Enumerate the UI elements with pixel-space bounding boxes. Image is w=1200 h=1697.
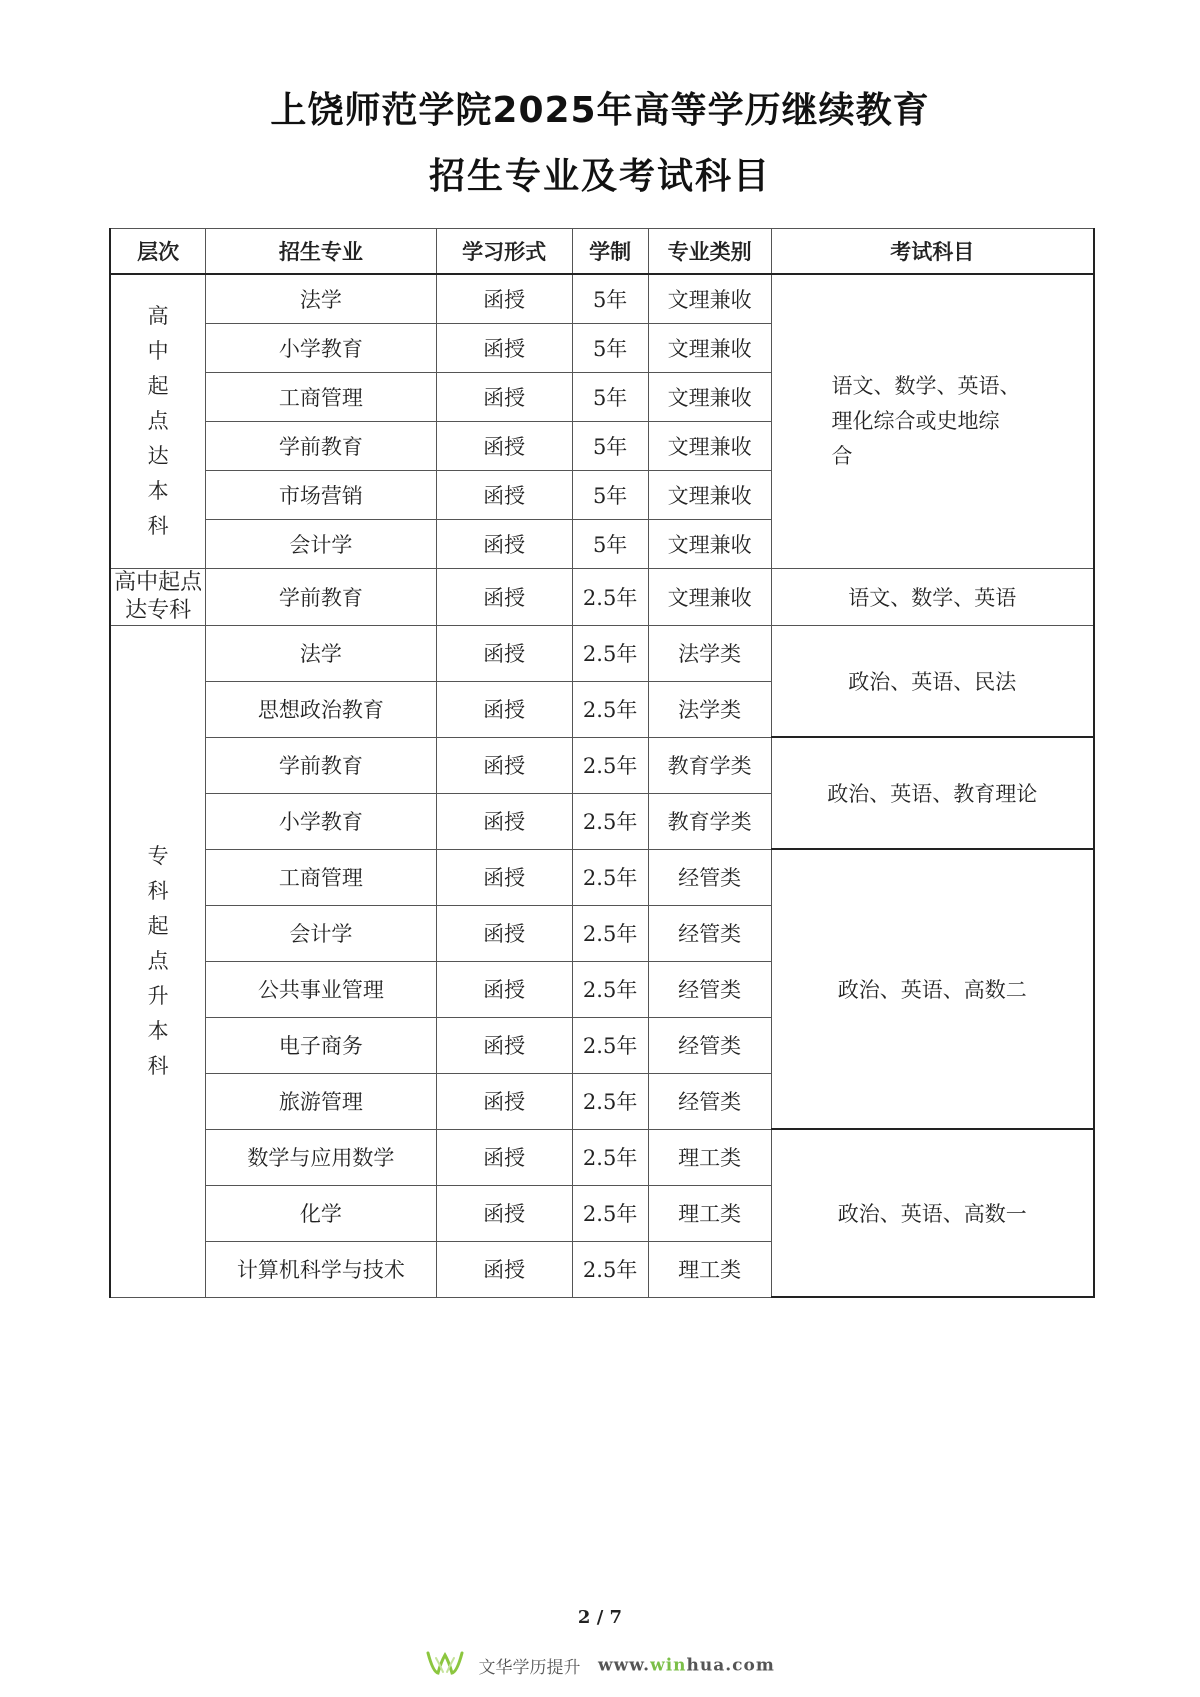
study-form-cell: 函授 xyxy=(436,372,572,421)
duration-cell: 5年 xyxy=(572,323,648,372)
major-cell: 公共事业管理 xyxy=(206,961,437,1017)
category-cell: 文理兼收 xyxy=(648,323,771,372)
major-cell: 小学教育 xyxy=(206,793,437,849)
duration-cell: 5年 xyxy=(572,421,648,470)
exam-subjects-cell: 政治、英语、民法 xyxy=(771,625,1094,737)
duration-cell: 2.5年 xyxy=(572,681,648,737)
page-number: 2 / 7 xyxy=(577,1607,623,1628)
table-row xyxy=(110,737,1094,793)
duration-cell: 2.5年 xyxy=(572,1241,648,1297)
category-cell: 理工类 xyxy=(648,1129,771,1185)
major-cell: 化学 xyxy=(206,1185,437,1241)
major-cell: 学前教育 xyxy=(206,737,437,793)
duration-cell: 2.5年 xyxy=(572,905,648,961)
table-row xyxy=(110,274,1094,323)
winhua-logo-icon xyxy=(425,1650,465,1681)
footer-brand: 文华学历提升 xyxy=(478,1658,581,1678)
header-category: 专业类别 xyxy=(648,229,771,275)
level-cell-associate-to-bachelor: 专 科 起 点 升 本 科 xyxy=(110,625,206,1297)
duration-cell: 2.5年 xyxy=(572,1017,648,1073)
table-row xyxy=(110,849,1094,905)
major-cell: 思想政治教育 xyxy=(206,681,437,737)
study-form-cell: 函授 xyxy=(436,1185,572,1241)
category-cell: 经管类 xyxy=(648,849,771,905)
exam-subjects-cell: 政治、英语、教育理论 xyxy=(771,737,1094,849)
duration-cell: 2.5年 xyxy=(572,1073,648,1129)
table-row xyxy=(110,1129,1094,1185)
exam-subjects-cell: 政治、英语、高数一 xyxy=(771,1129,1094,1297)
header-study-form: 学习形式 xyxy=(436,229,572,275)
table-row xyxy=(110,625,1094,681)
study-form-cell: 函授 xyxy=(436,737,572,793)
duration-cell: 5年 xyxy=(572,274,648,323)
study-form-cell: 函授 xyxy=(436,681,572,737)
category-cell: 文理兼收 xyxy=(648,519,771,568)
study-form-cell: 函授 xyxy=(436,519,572,568)
category-cell: 文理兼收 xyxy=(648,568,771,625)
category-cell: 法学类 xyxy=(648,681,771,737)
duration-cell: 2.5年 xyxy=(572,849,648,905)
study-form-cell: 函授 xyxy=(436,961,572,1017)
major-cell: 学前教育 xyxy=(206,568,437,625)
exam-subjects-cell: 语文、数学、英语 xyxy=(771,568,1094,625)
study-form-cell: 函授 xyxy=(436,421,572,470)
study-form-cell: 函授 xyxy=(436,1017,572,1073)
enrollment-table xyxy=(109,228,1095,1298)
category-cell: 教育学类 xyxy=(648,793,771,849)
major-cell: 电子商务 xyxy=(206,1017,437,1073)
duration-cell: 2.5年 xyxy=(572,625,648,681)
exam-subjects-cell: 政治、英语、高数二 xyxy=(771,849,1094,1129)
duration-cell: 2.5年 xyxy=(572,1129,648,1185)
level-cell-hs-to-associate: 高中起点 达专科 xyxy=(110,568,206,625)
document-title-line1: 上饶师范学院2025年高等学历继续教育 xyxy=(270,90,930,131)
study-form-cell: 函授 xyxy=(436,849,572,905)
major-cell: 旅游管理 xyxy=(206,1073,437,1129)
category-cell: 教育学类 xyxy=(648,737,771,793)
category-cell: 文理兼收 xyxy=(648,421,771,470)
duration-cell: 2.5年 xyxy=(572,1185,648,1241)
major-cell: 法学 xyxy=(206,625,437,681)
table-row xyxy=(110,568,1094,625)
duration-cell: 2.5年 xyxy=(572,793,648,849)
study-form-cell: 函授 xyxy=(436,1073,572,1129)
category-cell: 文理兼收 xyxy=(648,274,771,323)
footer-watermark xyxy=(0,1650,1200,1681)
duration-cell: 5年 xyxy=(572,372,648,421)
study-form-cell: 函授 xyxy=(436,625,572,681)
header-duration: 学制 xyxy=(572,229,648,275)
major-cell: 学前教育 xyxy=(206,421,437,470)
major-cell: 市场营销 xyxy=(206,470,437,519)
header-level: 层次 xyxy=(110,229,206,275)
study-form-cell: 函授 xyxy=(436,905,572,961)
category-cell: 理工类 xyxy=(648,1241,771,1297)
duration-cell: 2.5年 xyxy=(572,737,648,793)
category-cell: 经管类 xyxy=(648,961,771,1017)
major-cell: 会计学 xyxy=(206,905,437,961)
major-cell: 会计学 xyxy=(206,519,437,568)
study-form-cell: 函授 xyxy=(436,793,572,849)
duration-cell: 5年 xyxy=(572,519,648,568)
study-form-cell: 函授 xyxy=(436,1129,572,1185)
major-cell: 工商管理 xyxy=(206,372,437,421)
study-form-cell: 函授 xyxy=(436,323,572,372)
major-cell: 计算机科学与技术 xyxy=(206,1241,437,1297)
major-cell: 法学 xyxy=(206,274,437,323)
major-cell: 小学教育 xyxy=(206,323,437,372)
header-major: 招生专业 xyxy=(206,229,437,275)
study-form-cell: 函授 xyxy=(436,568,572,625)
category-cell: 经管类 xyxy=(648,1073,771,1129)
category-cell: 理工类 xyxy=(648,1185,771,1241)
footer-url: www.winhua.com xyxy=(597,1655,775,1676)
table-header-row xyxy=(110,229,1094,275)
category-cell: 经管类 xyxy=(648,905,771,961)
level-cell-hs-to-bachelor: 高 中 起 点 达 本 科 xyxy=(110,274,206,568)
category-cell: 文理兼收 xyxy=(648,372,771,421)
category-cell: 文理兼收 xyxy=(648,470,771,519)
study-form-cell: 函授 xyxy=(436,274,572,323)
category-cell: 法学类 xyxy=(648,625,771,681)
major-cell: 工商管理 xyxy=(206,849,437,905)
document-title-line2: 招生专业及考试科目 xyxy=(428,156,771,197)
exam-subjects-cell: 语文、数学、英语、 理化综合或史地综 合 xyxy=(771,274,1094,568)
study-form-cell: 函授 xyxy=(436,470,572,519)
study-form-cell: 函授 xyxy=(436,1241,572,1297)
duration-cell: 2.5年 xyxy=(572,568,648,625)
major-cell: 数学与应用数学 xyxy=(206,1129,437,1185)
header-exam-subjects: 考试科目 xyxy=(771,229,1094,275)
category-cell: 经管类 xyxy=(648,1017,771,1073)
duration-cell: 2.5年 xyxy=(572,961,648,1017)
duration-cell: 5年 xyxy=(572,470,648,519)
